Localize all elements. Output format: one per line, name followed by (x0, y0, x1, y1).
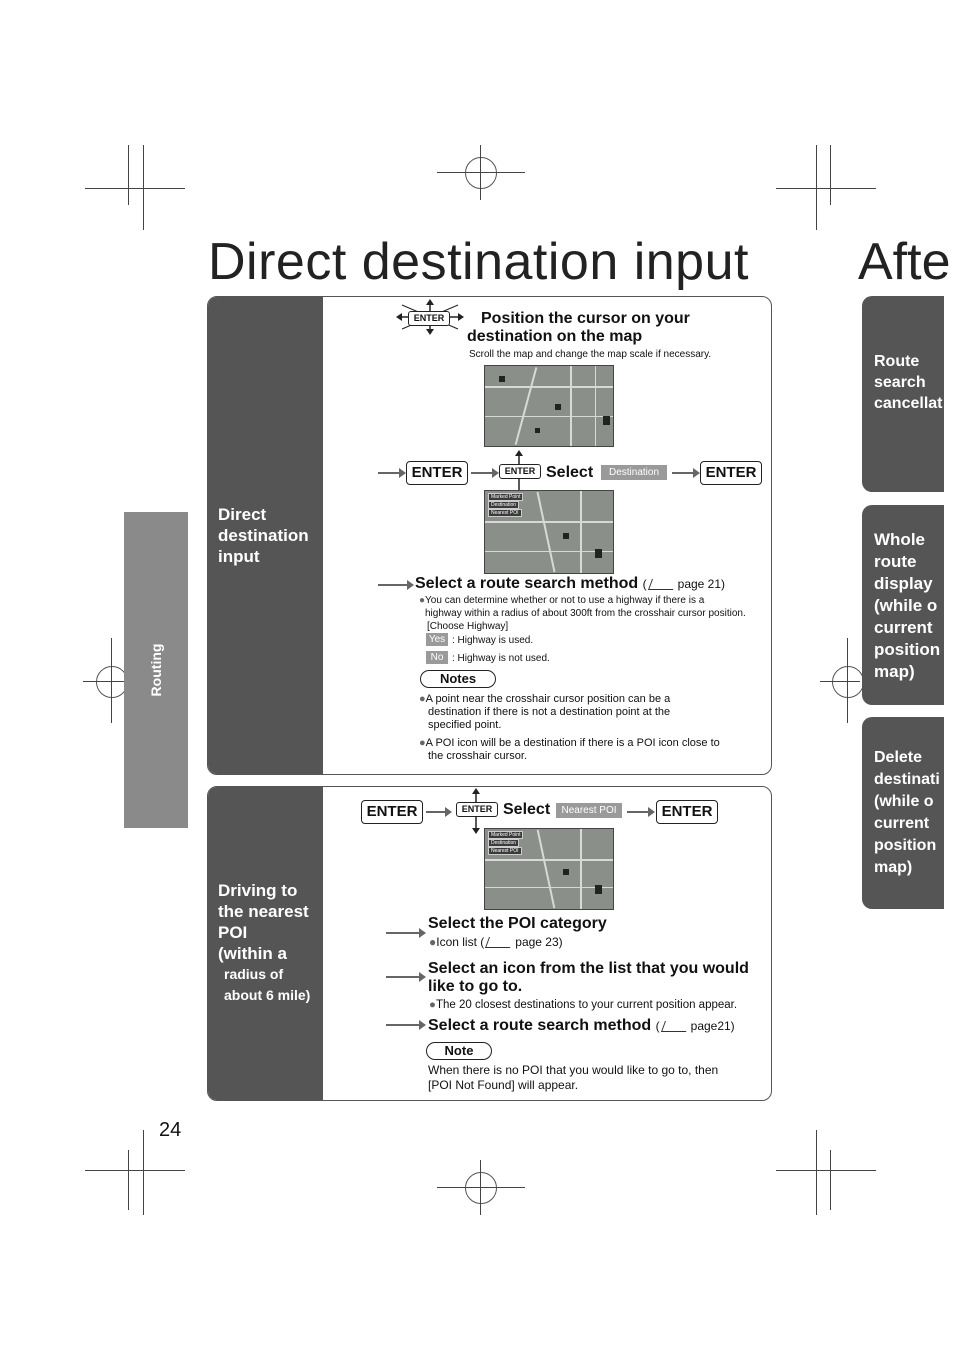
notes-label: Notes (420, 670, 496, 688)
step-select-icon-title: Select an icon from the list that you would like to go to. (428, 960, 749, 995)
select-label: Select (546, 464, 594, 481)
crop-mark (85, 1170, 185, 1171)
flow-arrow (386, 1024, 420, 1026)
crop-mark (816, 1130, 817, 1215)
enter-small-button[interactable]: ENTER (408, 311, 450, 326)
next-page-title-fragment: Afte (858, 233, 951, 291)
enter-button[interactable]: ENTER (361, 800, 423, 824)
step-poi-category-title: Select the POI category (428, 915, 607, 932)
crop-mark (820, 681, 860, 682)
note-item: ●A point near the crosshair cursor position can be a destination if there is not a destination point at the specified point. (419, 693, 671, 731)
enter-small-button[interactable]: ENTER (456, 802, 498, 817)
flow-arrow (386, 932, 420, 934)
crop-mark (437, 172, 525, 173)
flow-arrow (627, 811, 649, 813)
crop-mark (830, 145, 831, 205)
enter-button[interactable]: ENTER (700, 461, 762, 485)
step-position-cursor-title: Position the cursor on your destination on the map (467, 310, 690, 345)
bullet-icon-list: ●Icon list ( page 23) (429, 935, 563, 949)
no-button[interactable]: No (426, 651, 448, 664)
crop-mark (143, 1130, 144, 1215)
enter-button[interactable]: ENTER (656, 800, 718, 824)
no-description: : Highway is not used. (452, 653, 550, 664)
step-route-search-title: Select a route search method ( page 21) (415, 575, 726, 592)
crop-mark (830, 1150, 831, 1210)
bullet-highway-info: ●You can determine whether or not to use a highway if there is a highway within a radius of about 300ft from the crosshair cursor position. [Choose Highway] (419, 595, 746, 632)
tab-whole-route-display: Whole route display (while o current position map) (862, 505, 944, 705)
nearest-poi-button[interactable]: Nearest POI (556, 803, 622, 818)
flow-arrow (471, 472, 493, 474)
note-item: ●A POI icon will be a destination if there is a POI icon close to the crosshair cursor. (419, 737, 720, 762)
note-label: Note (426, 1042, 492, 1060)
section-label: Driving to the nearest POI (within a radius of about 6 mile) (218, 881, 311, 1003)
registration-mark (465, 1172, 497, 1204)
registration-mark (832, 666, 864, 698)
select-label: Select (503, 801, 551, 818)
flow-arrow (386, 976, 420, 978)
enter-button[interactable]: ENTER (406, 461, 468, 485)
map-screenshot (484, 365, 614, 447)
crop-mark (128, 145, 129, 205)
yes-description: : Highway is used. (452, 635, 534, 646)
note-text: When there is no POI that you would like to go to, then [POI Not Found] will appear. (428, 1063, 719, 1092)
enter-small-button[interactable]: ENTER (499, 464, 541, 479)
crop-mark (85, 188, 185, 189)
crop-mark (128, 1150, 129, 1210)
flow-arrow (426, 811, 446, 813)
crop-mark (437, 1187, 525, 1188)
crop-mark (776, 1170, 876, 1171)
tab-delete-destination: Delete destinati (while o current position map) (862, 717, 944, 909)
map-screenshot: Marked Point Destination Nearest POI (484, 828, 614, 910)
flow-arrow (672, 472, 694, 474)
section-label: Direct destination input (218, 505, 309, 566)
step-route-search-title: Select a route search method ( page21) (428, 1017, 735, 1034)
flow-arrow (378, 472, 400, 474)
flow-arrow (378, 584, 408, 586)
yes-button[interactable]: Yes (426, 633, 448, 646)
tab-route-search-cancellation: Route search cancellat (862, 296, 944, 492)
page-number: 24 (159, 1119, 182, 1141)
routing-section-label: Routing (148, 643, 164, 697)
step-position-cursor-subtext: Scroll the map and change the map scale if necessary. (469, 349, 712, 360)
map-screenshot: Marked Point Destination Nearest POI (484, 490, 614, 574)
destination-button[interactable]: Destination (601, 465, 667, 480)
crop-mark (776, 188, 876, 189)
registration-mark (465, 157, 497, 189)
page-title: Direct destination input (208, 233, 749, 291)
bullet-closest-destinations: ●The 20 closest destinations to your current position appear. (429, 999, 738, 1011)
